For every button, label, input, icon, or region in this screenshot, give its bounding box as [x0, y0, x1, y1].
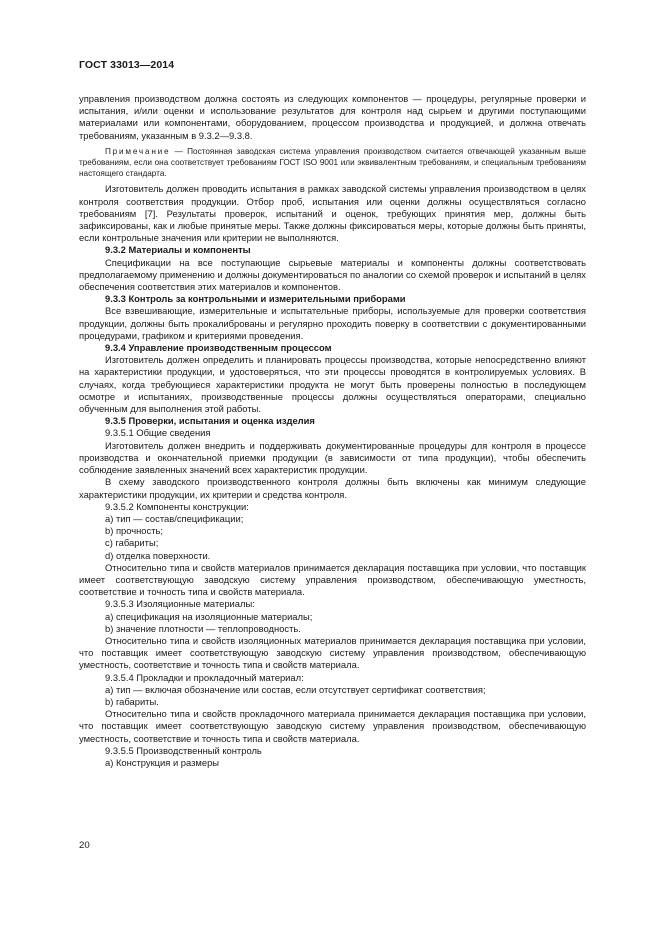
- page-number: 20: [79, 840, 90, 851]
- list-item: b) габариты.: [105, 695, 159, 707]
- list-item: a) Конструкция и размеры: [105, 756, 220, 768]
- paragraph-intro: управления производством должна состоять из следующих компонентов — процедуры, регулярные проверки и испытания, и/или оценки и использование результатов для контроля над сырьем и другими поступающими материалами или компонентами, оборудованием, процессом производства и продукцией, и должна отвечать требованиям, указанным в 9.3.2—9.3.8.: [79, 93, 586, 141]
- subheading-9-3-5-3: 9.3.5.3 Изоляционные материалы:: [105, 598, 255, 610]
- paragraph-process: Изготовитель должен определить и планировать процессы производства, которые непосредственно влияют на характеристики продукции, и удостоверяться, что эти процессы проводятся в контролируемых условиях. В случаях, когда требующиеся характеристики продукта не могут быть проверены полностью в последующем осмотре и испытаниях, производственные процессы должны осуществляться операторами, специально обученным для выполнения этой работы.: [79, 354, 586, 415]
- paragraph-materials: Спецификации на все поступающие сырьевые материалы и компоненты должны соответствовать предполагаемому применению и должны документироваться по аналогии со схемой проверок и испытаний в целях обеспечения соответствия этих материалов и компонентов.: [79, 256, 586, 293]
- subheading-9-3-5-2: 9.3.5.2 Компоненты конструкции:: [105, 500, 249, 512]
- paragraph-instruments: Все взвешивающие, измерительные и испытательные приборы, используемые для проверки соответствия продукции, должны быть прокалиброваны и регулярно проходить поверку в соответствии с документированными процедурами, графиком и критериями проведения.: [79, 305, 586, 341]
- subheading-9-3-5-1: 9.3.5.1 Общие сведения: [105, 427, 211, 439]
- paragraph-declaration-gaskets: Относительно типа и свойств прокладочного материала принимается декларация поставщика при условии, что поставщик имеет соответствующую заводскую систему управления производством, обеспечивающую уместность, соответствие и точность типа и свойств материала.: [79, 708, 586, 744]
- list-item: d) отделка поверхности.: [105, 549, 211, 561]
- paragraph-declaration-insulation: Относительно типа и свойств изоляционных материалов принимается декларация поставщика при условии, что поставщик имеет соответствующую заводскую систему управления производством, обеспечивающую уместность, соответствие и точность типа и свойств материала.: [79, 634, 586, 671]
- paragraph-scheme: В схему заводского производственного контроля должны быть включены как минимум следующие характеристики продукции, их критерии и средства контроля.: [79, 476, 586, 500]
- subheading-9-3-5-4: 9.3.5.4 Прокладки и прокладочный материал:: [105, 671, 304, 683]
- heading-9-3-5: 9.3.5 Проверки, испытания и оценка изделия: [105, 415, 315, 427]
- paragraph-testing: Изготовитель должен проводить испытания в рамках заводской системы управления производством в целях контроля соответствия продукции. Отбор проб, испытания или оценки должны осуществляться согласно требованиям [7]. Результаты проверок, испытаний и оценок, требующих принятия мер, должны быть зафиксированы, как и любые принятые меры. Также должны фиксироваться меры, которые должны быть приняты, если контрольные значения или критерии не выполняются.: [79, 183, 586, 244]
- note-text: — Постоянная заводская система управления производством считается отвечающей указанным выше требованиям, если она соответствует требованиям ГОСТ ISO 9001 или эквивалентным требованиям, и специальным требованиям настоящего стандарта.: [79, 146, 586, 179]
- list-item: a) тип — состав/спецификации;: [105, 512, 244, 524]
- subheading-9-3-5-5: 9.3.5.5 Производственный контроль: [105, 744, 262, 756]
- heading-9-3-4: 9.3.4 Управление производственным процессом: [105, 342, 332, 354]
- paragraph-declaration-materials: Относительно типа и свойств материалов принимается декларация поставщика при условии, что поставщик имеет соответствующую заводскую систему управления производством, обеспечивающую уместность, соответствие и точность типа и свойств материала.: [79, 561, 586, 598]
- document-header: ГОСТ 33013—2014: [79, 59, 175, 71]
- list-item: a) тип — включая обозначение или состав, если отсутствует сертификат соответствия;: [105, 683, 486, 695]
- paragraph-procedures: Изготовитель должен внедрить и поддерживать документированные процедуры для контроля в процессе производства и окончательной приемки продукции (в зависимости от типа продукции), чтобы обеспечить соблюдение заявленных значений всех характеристик продукции.: [79, 439, 586, 476]
- note-paragraph: [79, 146, 586, 180]
- heading-9-3-2: 9.3.2 Материалы и компоненты: [105, 244, 251, 256]
- list-item: b) прочность;: [105, 525, 163, 537]
- list-item: b) значение плотности — теплопроводность.: [105, 622, 301, 634]
- list-item: c) габариты;: [105, 537, 159, 549]
- list-item: a) спецификация на изоляционные материалы;: [105, 610, 313, 622]
- page-body: [79, 93, 586, 769]
- note-label: Примечание: [105, 146, 171, 156]
- heading-9-3-3: 9.3.3 Контроль за контрольными и измерительными приборами: [105, 293, 406, 305]
